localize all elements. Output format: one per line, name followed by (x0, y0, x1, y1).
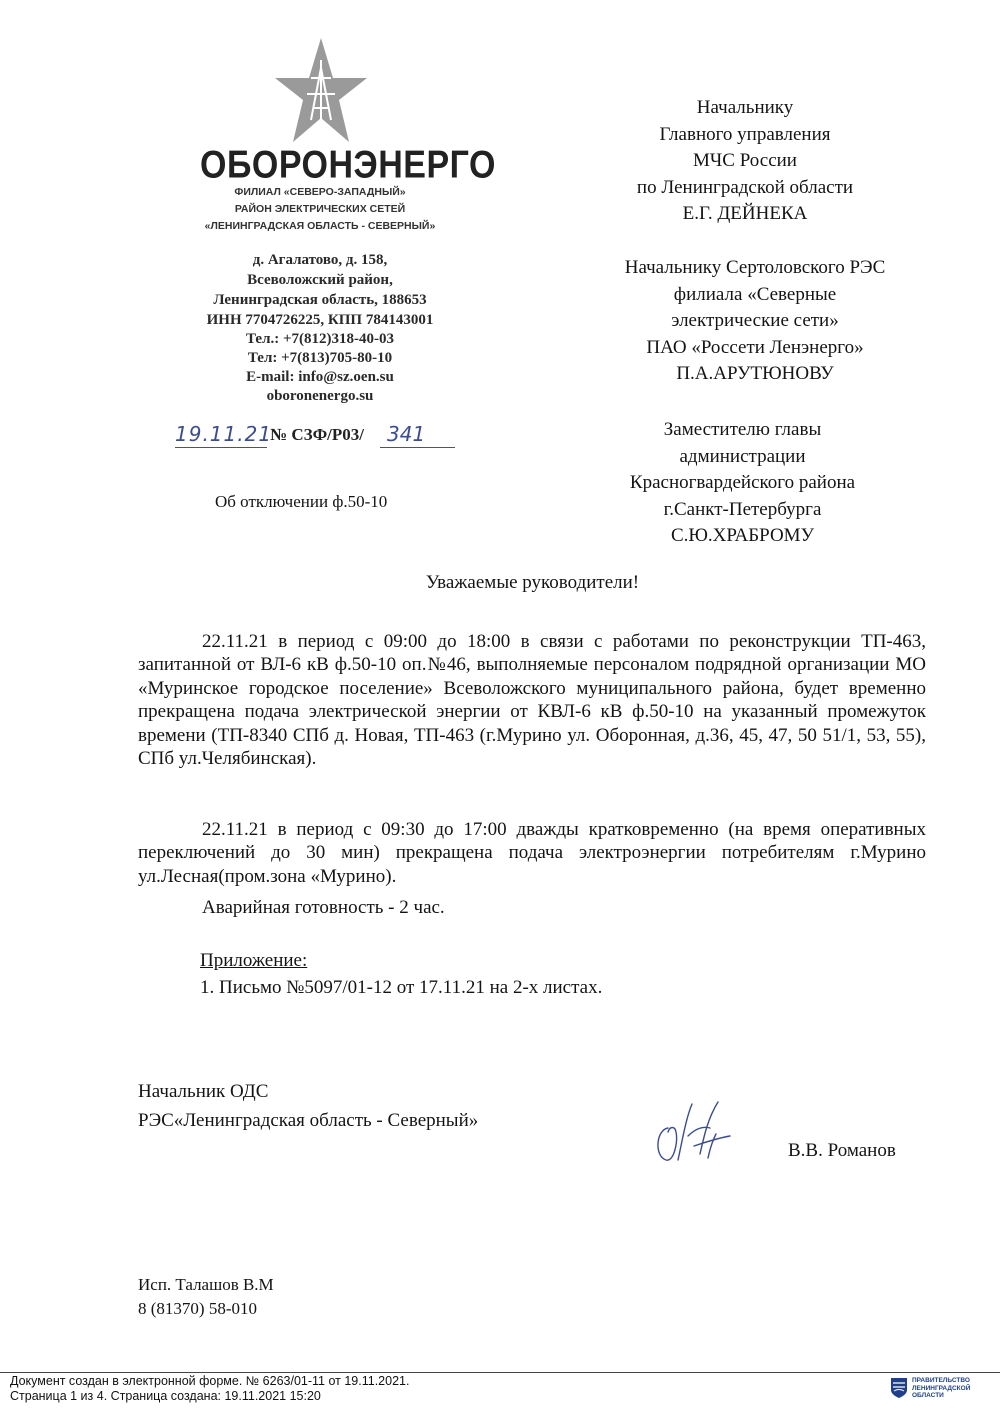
footer-document-info: Документ создан в электронной форме. № 6263/01-11 от 19.11.2021. (10, 1374, 410, 1388)
greeting: Уважаемые руководители! (425, 572, 640, 593)
tax-ids: ИНН 7704726225, КПП 784143001 (206, 312, 434, 328)
outgoing-reference (175, 420, 475, 456)
oboronenergo-star-logo-icon (275, 38, 367, 150)
email: E-mail: info@sz.oen.su (246, 369, 394, 385)
org-area-line: «ЛЕНИНГРАДСКАЯ ОБЛАСТЬ - СЕВЕРНЫЙ» (204, 220, 436, 232)
addressee-line: г.Санкт-Петербурга (663, 498, 822, 520)
government-label (912, 1377, 992, 1400)
address-region: Ленинградская область, 188653 (213, 292, 427, 308)
attachment-item: 1. Письмо №5097/01-12 от 17.11.21 на 2-х листах. (200, 977, 603, 998)
website: oboronenergo.su (266, 388, 374, 404)
attachment-title: Приложение: (200, 950, 308, 971)
number-underline (380, 447, 455, 448)
addressee-line: Е.Г. ДЕЙНЕКА (682, 203, 808, 224)
reference-label: № СЗФ/Р03/ (270, 425, 365, 444)
org-name: ОБОРОНЭНЕРГО (200, 143, 496, 187)
org-branch-line: ФИЛИАЛ «СЕВЕРО-ЗАПАДНЫЙ» (234, 186, 406, 198)
handwritten-date: 19.11.21 (175, 422, 273, 446)
signer-position-line-2: РЭС«Ленинградская область - Северный» (138, 1110, 479, 1131)
executor-name: Исп. Талашов В.М (138, 1275, 274, 1294)
handwritten-number: 341 (387, 422, 426, 446)
body-paragraph-2: 22.11.21 в период с 09:30 до 17:00 дважды кратковременно (на время оперативных переключений до 30 мин) прекращена подача электроэнергии потребителям г.Мурино ул.Лесная(пром.зона «Мурино). (138, 819, 926, 887)
footer-page-info: Страница 1 из 4. Страница создана: 19.11.2021 15:20 (10, 1389, 321, 1403)
addressee-line: Красногвардейского района (629, 472, 856, 493)
address-district: Всеволожский район, (247, 272, 393, 288)
gov-label-line: ЛЕНИНГРАДСКОЙ (912, 1384, 971, 1392)
handwritten-signature (648, 1098, 743, 1173)
signer-position-line-1: Начальник ОДС (138, 1081, 269, 1102)
gov-label-line: ОБЛАСТИ (912, 1392, 944, 1399)
executor-phone: 8 (81370) 58-010 (138, 1299, 257, 1318)
addressee-line: электрические сети» (671, 310, 839, 331)
addressee-line: Начальнику Сертоловского РЭС (624, 257, 886, 278)
footer-divider (0, 1372, 1000, 1373)
addressee-line: Главного управления (659, 123, 831, 145)
body-paragraph-1: 22.11.21 в период с 09:00 до 18:00 в связи с работами по реконструкции ТП-463, запитанной от ВЛ-6 кВ ф.50-10 оп.№46, выполняемые персоналом подрядной организации МО «Муринское городское поселение» Всеволожского муниципального района, будет временно прекращена подача электрической энергии от КВЛ-6 кВ ф.50-10 на указанный промежуток времени (ТП-8340 СПб д. Новая, ТП-463 (г.Мурино ул. Оборонная, д.36, 45, 47, 50 51/1, 53, 55), СПб ул.Челябинская). (138, 631, 926, 770)
addressee-administration (570, 417, 915, 550)
addressee-line: МЧС России (693, 150, 797, 171)
addressee-line: ПАО «Россети Ленэнерго» (646, 336, 864, 358)
phone-2: Тел: +7(813)705-80-10 (247, 350, 393, 366)
addressee-line: Начальнику (696, 97, 794, 118)
signer-name: В.В. Романов (788, 1140, 896, 1161)
address-village: д. Агалатово, д. 158, (252, 252, 388, 268)
letter-subject: Об отключении ф.50-10 (215, 492, 388, 511)
org-district-line: РАЙОН ЭЛЕКТРИЧЕСКИХ СЕТЕЙ (234, 203, 406, 215)
addressee-line: С.Ю.ХРАБРОМУ (670, 525, 815, 546)
addressee-mchs (580, 95, 910, 228)
addressee-res (570, 255, 940, 388)
body-paragraph-3: Аварийная готовность - 2 час. (202, 897, 445, 918)
gov-label-line: ПРАВИТЕЛЬСТВО (912, 1377, 970, 1384)
addressee-line: филиала «Северные (673, 283, 837, 305)
addressee-line: по Ленинградской области (636, 176, 854, 198)
addressee-line: П.А.АРУТЮНОВУ (676, 363, 834, 384)
phone-1: Тел.: +7(812)318-40-03 (245, 331, 395, 347)
addressee-line: Заместителю главы (663, 419, 822, 440)
leningrad-region-emblem-icon (890, 1377, 908, 1399)
date-underline (175, 447, 267, 448)
addressee-line: администрации (679, 445, 806, 467)
